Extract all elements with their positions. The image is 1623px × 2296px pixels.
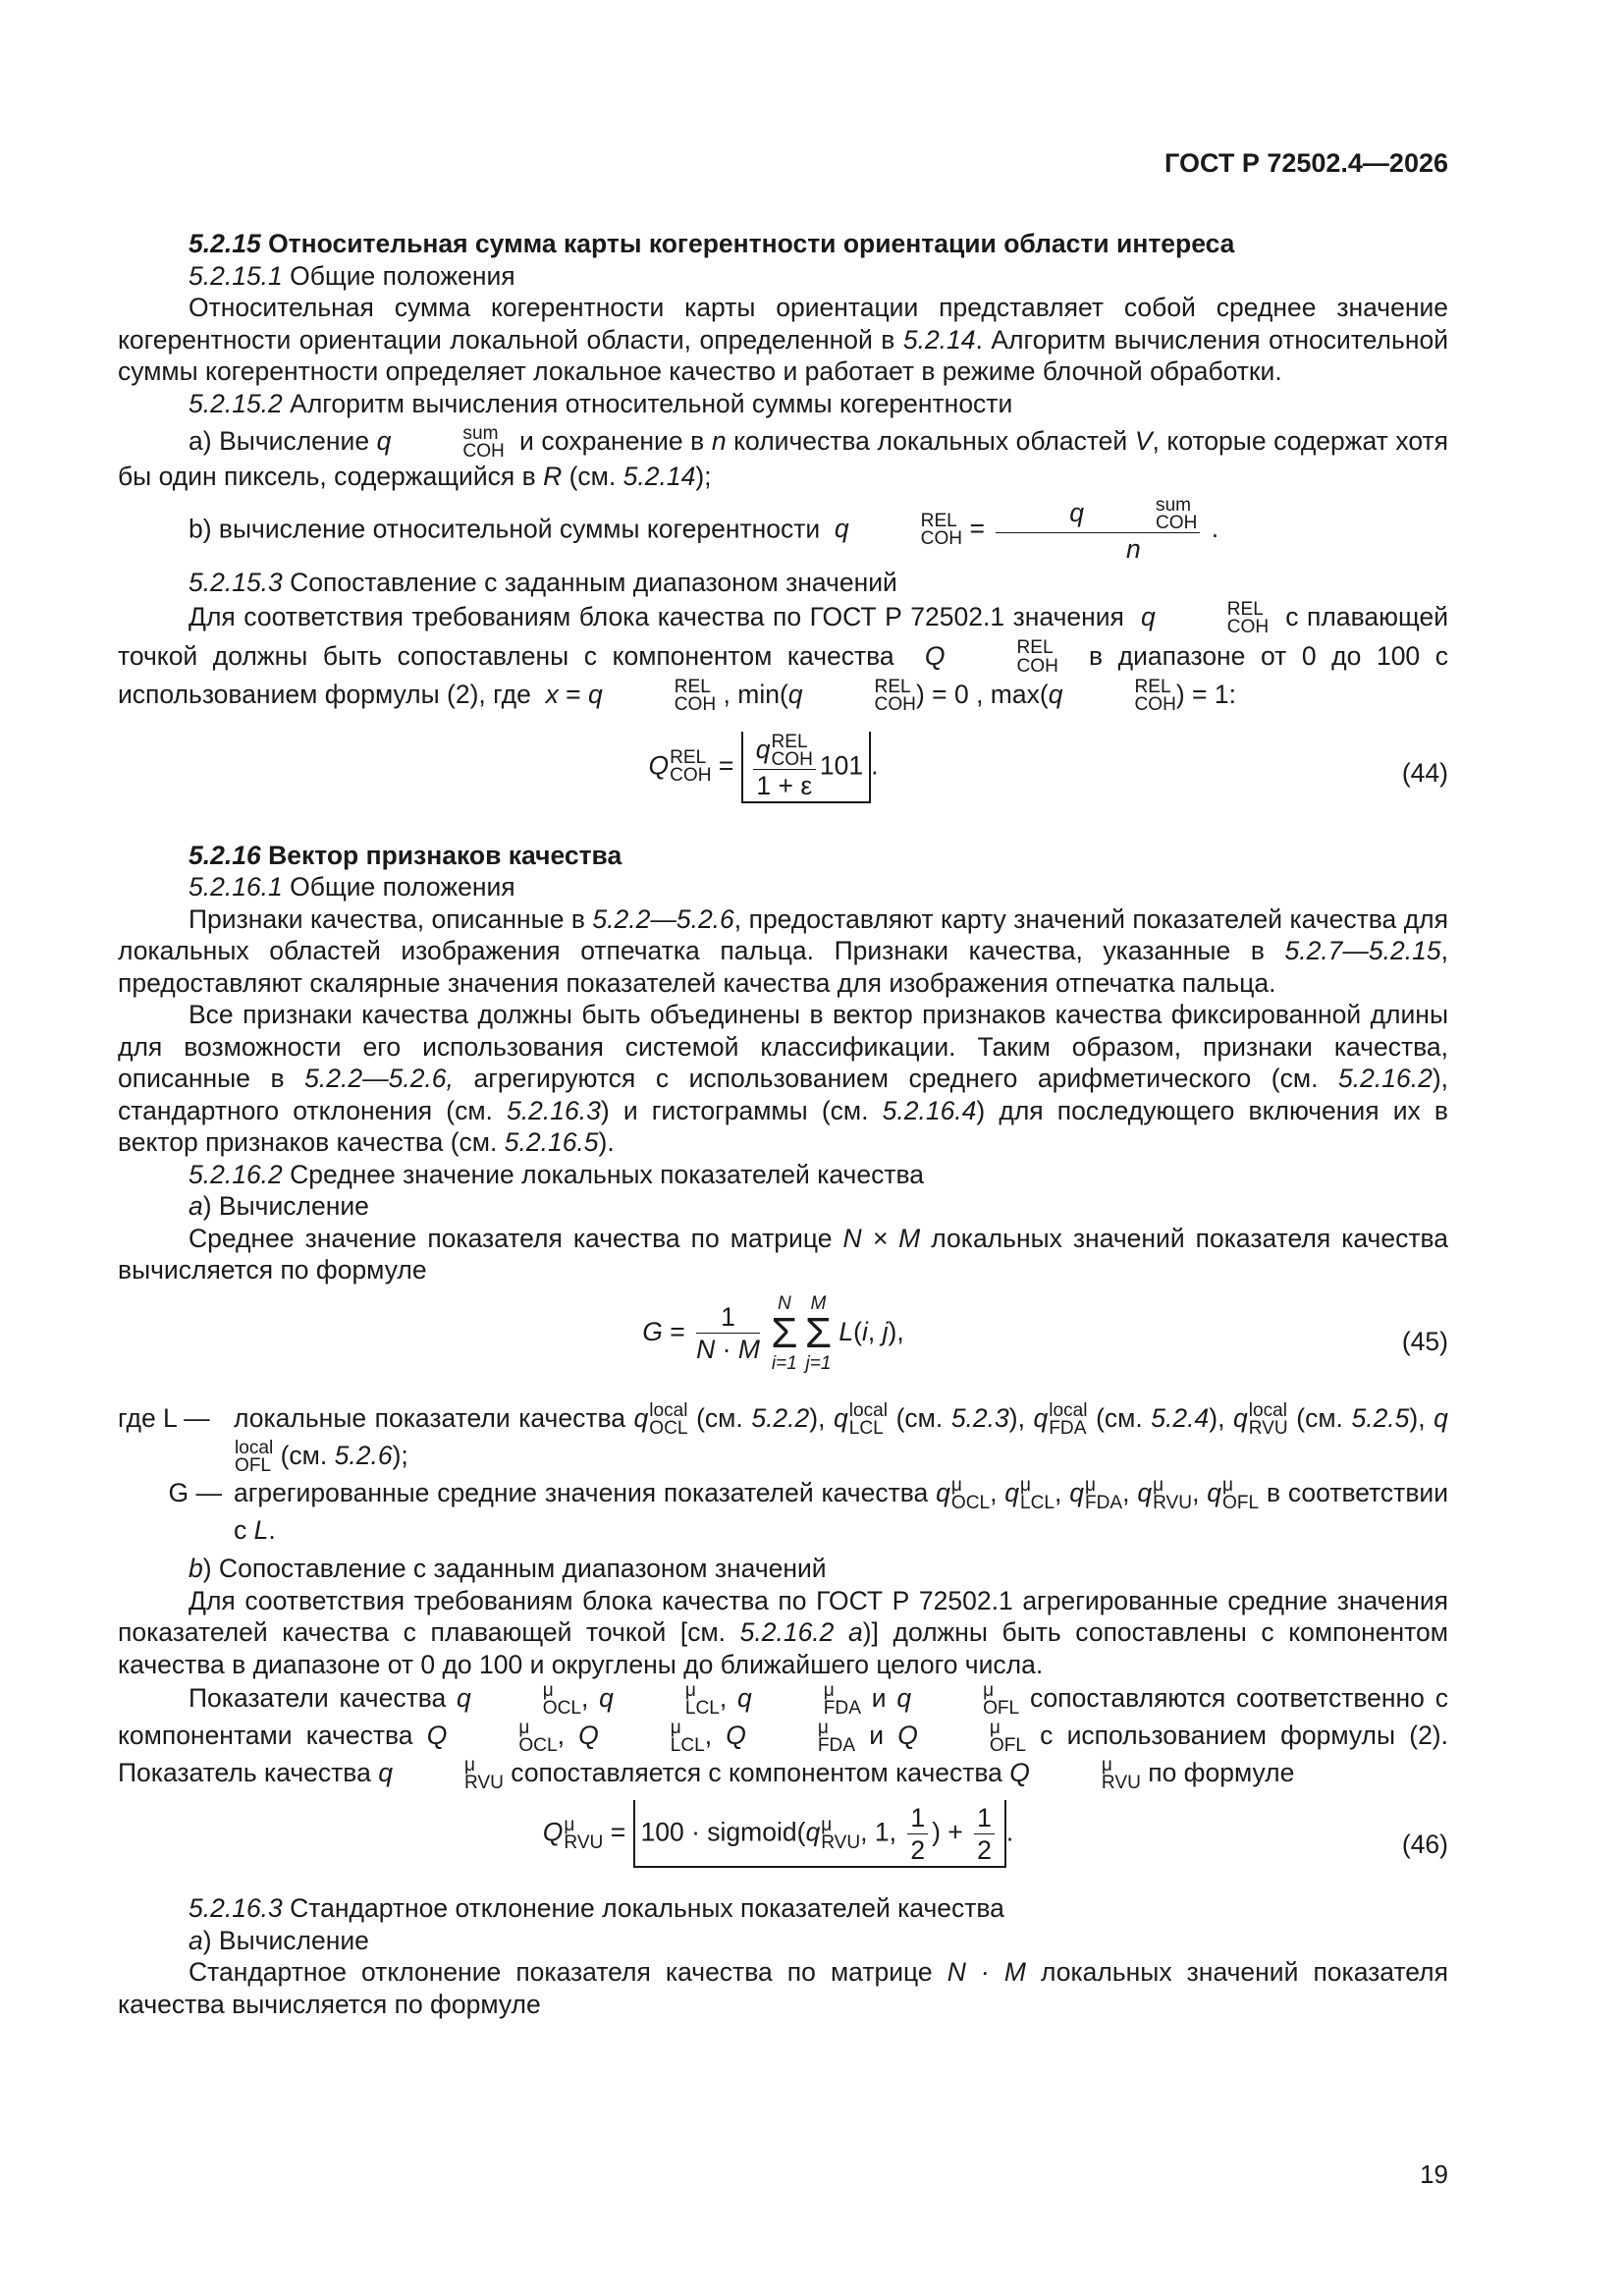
where-clause-G: G — агрегированные средние значения показателей качества q μ OCL , q μ LCL , q μ FDA , q μ RVU , q μ OFL в соответствии с L. <box>168 1474 1449 1546</box>
paragraph: Стандартное отклонение показателя качества по матрице N · M локальных значений показателя качества вычисляется по формуле <box>118 1957 1448 2019</box>
section-heading-5-2-16: 5.2.16 Вектор признаков качества <box>189 840 622 870</box>
paragraph: Показатели качества q μ OCL , q μ LCL , q μ FDA и q μ OFL сопоставляются соответственно с компонентами качества Q μ OCL , Q μ LCL , Q μ FDA и Q μ OFL с использованием формулы (2). Показатель качества q μ RVU сопоставляется с компонентом качества Q μ RVU по формуле <box>118 1679 1448 1794</box>
list-item-b: b) вычисление относительной суммы когерентности q REL COH = q sum COH n . <box>189 494 1219 564</box>
list-label: а) Вычисление <box>189 1925 369 1955</box>
paragraph: Относительная сумма когерентности карты ориентации представляет собой среднее значение когерентности ориентации локальной области, определенной в 5.2.14. Алгоритм вычисления относительной суммы когерентности определяет локальное качество и работает в режиме блочной обработки. <box>118 293 1448 386</box>
equation-44: Q REL COH = q REL COH 1 + ε 101 . (44) <box>118 724 1448 822</box>
paragraph: Для соответствия требованиям блока качества по ГОСТ Р 72502.1 агрегированные средние значения показателей качества с плавающей точкой [см. 5.2.16.2 а)] должны быть сопоставлены с компонентом качества в диапазоне от 0 до 100 и округлены до ближайшего целого числа. <box>118 1585 1448 1679</box>
list-label: b) Сопоставление с заданным диапазоном значений <box>189 1554 827 1584</box>
document-body <box>118 228 1448 2020</box>
paragraph: Признаки качества, описанные в 5.2.2—5.2.6, предоставляют карту значений показателей качества для локальных областей изображения отпечатка пальца. Признаки качества, указанные в 5.2.7—5.2.15, предоставляют скалярные значения показателей качества для изображения отпечатка пальца. <box>118 903 1448 998</box>
subsection-heading: 5.2.15.1 Общие положения <box>189 260 515 291</box>
subsection-heading: 5.2.16.1 Общие положения <box>189 872 515 902</box>
document-id: ГОСТ Р 72502.4—2026 <box>1164 148 1448 178</box>
where-clause-L: где L — локальные показатели качества q local OCL (см. 5.2.2), q local LCL (см. 5.2.3), q local FDA (см. 5.2.4), q local RVU (см. 5.2.5), q local OFL (см. 5.2.6); <box>118 1399 1448 1476</box>
subsection-heading: 5.2.15.3 Сопоставление с заданным диапазоном значений <box>189 567 897 597</box>
equation-45: G = $\frac{1}{N \cdot M}$ N Σ i=1 M Σ j=1 L(i, j), (45) <box>642 1292 1448 1374</box>
list-label: а) Вычисление <box>189 1191 369 1222</box>
document-page <box>118 0 1448 2296</box>
equation-46: Q μ RVU = 100 · sigmoid(q μ RVU , 1, $\frac{1}{2}$ ) + $\frac{1}{2}$ . (46) <box>118 1800 1448 1888</box>
page-number: 19 <box>1420 2159 1448 2189</box>
equation-number: (46) <box>1401 1830 1448 1860</box>
formula-qrel: q REL COH = q sum COH n . <box>834 494 1219 564</box>
subsection-heading: 5.2.15.2 Алгоритм вычисления относительной суммы когерентности <box>189 388 1013 418</box>
equation-number: (44) <box>1401 757 1448 788</box>
section-heading-5-2-15: 5.2.15 Относительная сумма карты когерентности ориентации области интереса <box>189 229 1235 258</box>
subsection-heading: 5.2.16.2 Среднее значение локальных показателей качества <box>189 1159 924 1189</box>
subsection-heading: 5.2.16.3 Стандартное отклонение локальных показателей качества <box>189 1893 1004 1924</box>
list-item-a: а) Вычисление q sum COH и сохранение в n количества локальных областей V, которые содержат хотя бы один пиксель, содержащийся в R (см. 5.2.14); <box>118 423 1448 492</box>
paragraph: Для соответствия требованиям блока качества по ГОСТ Р 72502.1 значения q REL COH с плавающей точкой должны быть сопоставлены с компонентом качества Q REL COH в диапазоне от 0 до 100 с использованием формулы (2), где x = q REL COH , min(q REL COH ) = 0 , max(q REL COH ) = 1: <box>118 599 1449 715</box>
equation-number: (45) <box>1401 1326 1448 1356</box>
paragraph: Все признаки качества должны быть объединены в вектор признаков качества фиксированной длины для возможности его использования системой классификации. Таким образом, признаки качества, описанные в 5.2.2—5.2.6, агрегируются с использованием среднего арифметического (см. 5.2.16.2), стандартного отклонения (см. 5.2.16.3) и гистограммы (см. 5.2.16.4) для последующего включения их в вектор признаков качества (см. 5.2.16.5). <box>118 1000 1449 1158</box>
paragraph: Среднее значение показателя качества по матрице N × M локальных значений показателя качества вычисляется по формуле <box>118 1223 1448 1285</box>
